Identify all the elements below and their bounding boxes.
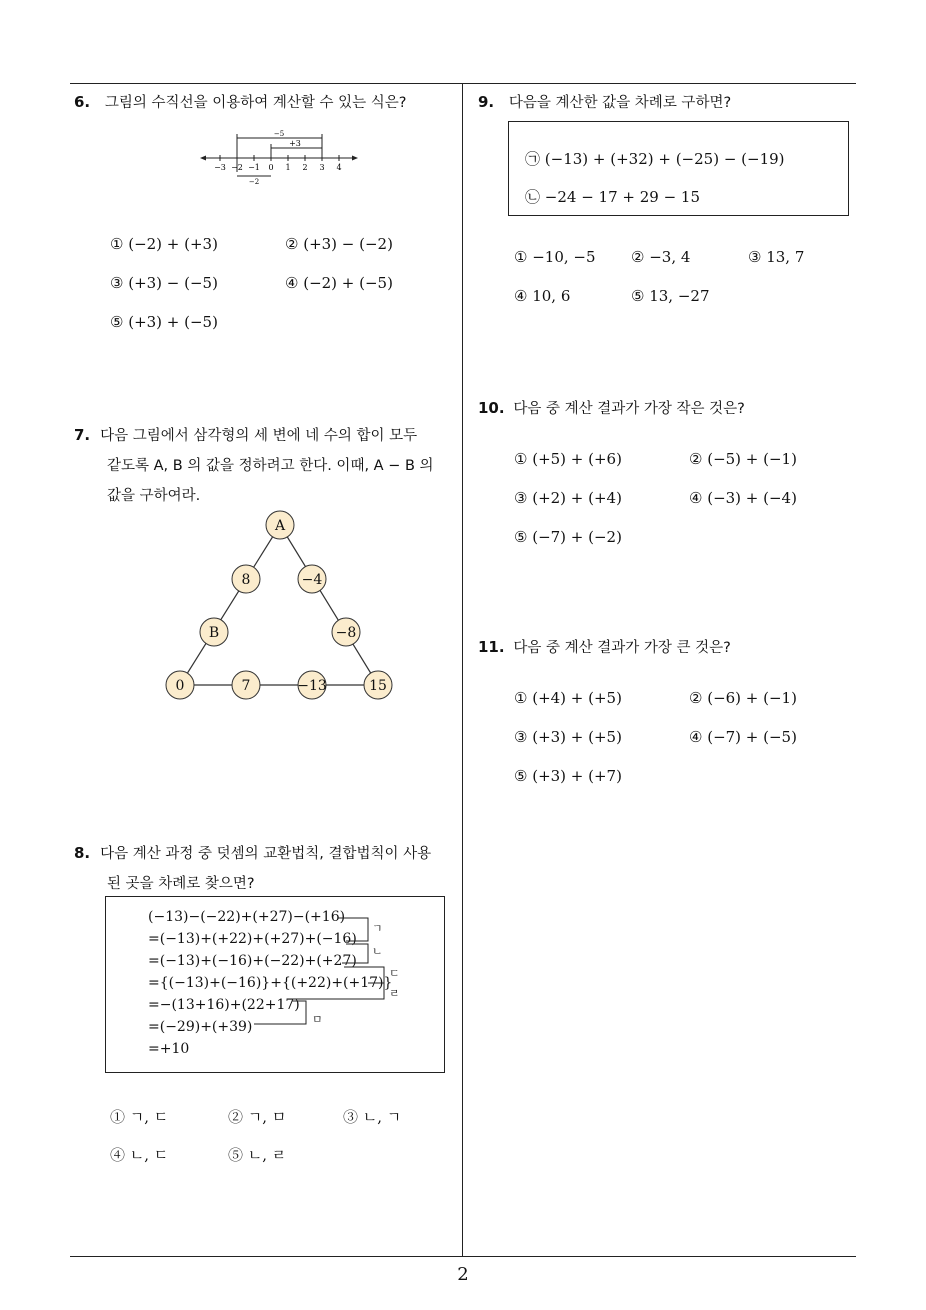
bottom-rule	[70, 1256, 856, 1257]
question-11	[478, 633, 731, 663]
number-line-figure	[198, 128, 363, 188]
column-divider	[462, 83, 463, 1256]
option-2[interactable]: ② −3, 4	[631, 248, 691, 266]
question-number: 7.	[74, 426, 91, 444]
node-label: −8	[335, 625, 357, 641]
tick-label: 3	[319, 163, 325, 172]
option-1[interactable]: ① (−2) + (+3)	[110, 235, 218, 253]
step-marker: ㄴ	[372, 945, 383, 958]
question-number: 10.	[478, 399, 505, 417]
arrow-label-mid: +3	[289, 139, 301, 148]
step-marker: ㄷ	[389, 967, 400, 980]
question-8	[74, 839, 458, 899]
option-3[interactable]: ③ (+3) + (+5)	[514, 728, 622, 746]
question-text: 다음 중 계산 결과가 가장 큰 것은?	[513, 640, 731, 656]
step-marker: ㄱ	[372, 922, 383, 935]
tick-label: 2	[302, 163, 308, 172]
question-number: 11.	[478, 638, 505, 656]
node-label: A	[274, 518, 286, 534]
option-3[interactable]: ③ ㄴ, ㄱ	[343, 1108, 402, 1126]
option-5[interactable]: ⑤ ㄴ, ㄹ	[228, 1146, 287, 1164]
question-9	[478, 88, 731, 118]
expression-line: ㉠ (−13) + (+32) + (−25) − (−19)	[525, 150, 785, 168]
node-label: −4	[301, 572, 323, 588]
option-2[interactable]: ② (−6) + (−1)	[689, 689, 797, 707]
node-label: 7	[241, 678, 251, 694]
node-label: 15	[369, 678, 387, 694]
arrow-label-bottom: −2	[248, 178, 260, 186]
step-marker: ㅁ	[312, 1013, 323, 1026]
option-4[interactable]: ④ 10, 6	[514, 287, 571, 305]
calc-step: =(−13)+(−16)+(−22)+(+27)	[148, 953, 357, 969]
option-3[interactable]: ③ (+3) − (−5)	[110, 274, 218, 292]
option-3[interactable]: ③ 13, 7	[748, 248, 805, 266]
option-5[interactable]: ⑤ (−7) + (−2)	[514, 528, 622, 546]
question-text-line: 값을 구하여라.	[107, 488, 201, 504]
page-number: 2	[457, 1264, 469, 1285]
option-1[interactable]: ① (+5) + (+6)	[514, 450, 622, 468]
step-marker: ㄹ	[389, 987, 400, 1000]
calc-step: =+10	[148, 1041, 190, 1057]
option-1[interactable]: ① (+4) + (+5)	[514, 689, 622, 707]
question-text: 다음을 계산한 값을 차례로 구하면?	[508, 95, 732, 111]
top-rule	[70, 83, 856, 84]
question-number: 9.	[478, 93, 495, 111]
option-2[interactable]: ② ㄱ, ㅁ	[228, 1108, 287, 1126]
option-2[interactable]: ② (−5) + (−1)	[689, 450, 797, 468]
tick-label: −1	[248, 163, 260, 172]
tick-label: 0	[268, 163, 274, 172]
node-label: 8	[241, 572, 251, 588]
question-text-line: 다음 그림에서 삼각형의 세 변에 네 수의 합이 모두	[100, 428, 418, 444]
option-5[interactable]: ⑤ 13, −27	[631, 287, 710, 305]
question-6	[74, 88, 406, 118]
question-10	[478, 394, 745, 424]
tick-label: −2	[231, 163, 243, 172]
question-text-line: 같도록 A, B 의 값을 정하려고 한다. 이때, A − B 의	[107, 458, 434, 474]
option-4[interactable]: ④ (−7) + (−5)	[689, 728, 797, 746]
question-text: 다음 중 계산 결과가 가장 작은 것은?	[513, 401, 745, 417]
calc-step: ={(−13)+(−16)}+{(+22)+(+17)}	[148, 975, 393, 991]
node-label: 0	[175, 678, 185, 694]
triangle-figure	[160, 506, 400, 706]
arrow-label-top: −5	[273, 130, 285, 138]
calc-step: =(−29)+(+39)	[148, 1019, 253, 1035]
question-7	[74, 421, 458, 511]
option-1[interactable]: ① −10, −5	[514, 248, 596, 266]
option-3[interactable]: ③ (+2) + (+4)	[514, 489, 622, 507]
option-1[interactable]: ① ㄱ, ㄷ	[110, 1108, 169, 1126]
question-number: 8.	[74, 844, 91, 862]
question-text-line: 다음 계산 과정 중 덧셈의 교환법칙, 결합법칙이 사용	[100, 846, 432, 862]
node-label: −13	[297, 678, 327, 694]
option-5[interactable]: ⑤ (+3) + (+7)	[514, 767, 622, 785]
expression-box	[508, 121, 849, 216]
option-5[interactable]: ⑤ (+3) + (−5)	[110, 313, 218, 331]
option-4[interactable]: ④ (−3) + (−4)	[689, 489, 797, 507]
option-4[interactable]: ④ (−2) + (−5)	[285, 274, 393, 292]
option-2[interactable]: ② (+3) − (−2)	[285, 235, 393, 253]
step-brackets	[106, 897, 442, 1070]
question-text: 그림의 수직선을 이용하여 계산할 수 있는 식은?	[104, 95, 407, 111]
tick-label: 1	[285, 163, 291, 172]
node-label: B	[208, 625, 220, 641]
tick-label: −3	[214, 163, 226, 172]
tick-label: 4	[336, 163, 342, 172]
question-text-line: 된 곳을 차례로 찾으면?	[107, 876, 255, 892]
calc-step: =(−13)+(+22)+(+27)+(−16)	[148, 931, 357, 947]
option-4[interactable]: ④ ㄴ, ㄷ	[110, 1146, 169, 1164]
calc-step: (−13)−(−22)+(+27)−(+16)	[148, 909, 346, 925]
question-number: 6.	[74, 93, 91, 111]
expression-line: ㉡ −24 − 17 + 29 − 15	[525, 188, 700, 206]
calc-step: =−(13+16)+(22+17)	[148, 997, 300, 1013]
calculation-box	[105, 896, 445, 1073]
